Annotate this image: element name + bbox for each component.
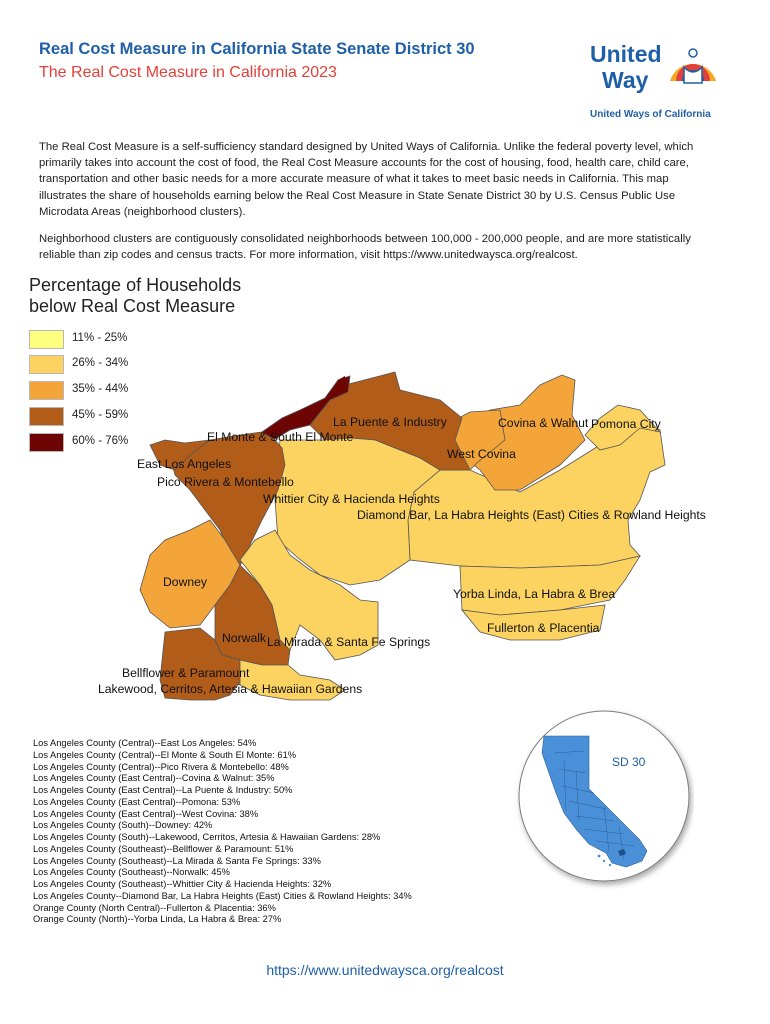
legend-label: 45% - 59% — [72, 409, 129, 421]
list-item: Los Angeles County--Diamond Bar, La Habra Heights (East) Cities & Rowland Heights: 34% — [33, 890, 412, 901]
list-item: Los Angeles County (Central)--East Los Angeles: 54% — [33, 738, 257, 748]
area-list — [33, 738, 412, 926]
list-item: Los Angeles County (Southeast)--La Mirada & Santa Fe Springs: 33% — [33, 855, 321, 866]
map-label: East Los Angeles — [137, 457, 232, 471]
map-label: West Covina — [447, 447, 516, 461]
map-label: Downey — [163, 575, 208, 589]
legend-label: 11% - 25% — [72, 332, 128, 344]
map-label: Covina & Walnut — [498, 416, 589, 430]
svg-text:United: United — [590, 41, 662, 67]
legend-label: 60% - 76% — [72, 435, 129, 447]
list-item: Los Angeles County (Southeast)--Bellflower & Paramount: 51% — [33, 843, 294, 854]
list-item: Los Angeles County (South)--Downey: 42% — [33, 820, 213, 831]
logo-tagline: United Ways of California — [590, 109, 711, 120]
map-label: La Puente & Industry — [333, 415, 447, 429]
page-subtitle: The Real Cost Measure in California 2023 — [39, 64, 337, 81]
sd30-label: SD 30 — [612, 755, 646, 769]
list-item: Orange County (North)--Yorba Linda, La Habra & Brea: 27% — [33, 914, 282, 925]
legend-title: Percentage of Households below Real Cost Measure — [29, 275, 242, 316]
list-item: Los Angeles County (Southeast)--Norwalk: 45% — [33, 867, 230, 878]
map-label: El Monte & South El Monte — [207, 430, 354, 444]
page-title: Real Cost Measure in California State Senate District 30 — [39, 40, 475, 58]
map-label: Fullerton & Placentia — [487, 621, 600, 635]
map-label: Whittier City & Hacienda Heights — [263, 492, 440, 506]
svg-text:Way: Way — [602, 67, 649, 93]
list-item: Los Angeles County (Central)--El Monte & South El Monte: 61% — [33, 749, 297, 760]
map-label: La Mirada & Santa Fe Springs — [267, 635, 431, 649]
list-item: Los Angeles County (South)--Lakewood, Cerritos, Artesia & Hawaiian Gardens: 28% — [33, 832, 381, 842]
map-label: Diamond Bar, La Habra Heights (East) Cities & Rowland Heights — [357, 508, 706, 522]
list-item: Los Angeles County (Southeast)--Whittier City & Hacienda Heights: 32% — [33, 879, 332, 889]
clusters-paragraph: Neighborhood clusters are contiguously consolidated neighborhoods between 100,000 - 200,000 people, and are more statistically reliable than zip codes and census tracts. For more information, visit https://www.unitedwaysca.org/realcost. — [39, 233, 691, 262]
california-inset-map — [514, 701, 694, 891]
list-item: Orange County (North Central)--Fullerton & Placentia: 36% — [33, 902, 276, 913]
map-label: Norwalk — [222, 631, 267, 645]
map-label: Pico Rivera & Montebello — [157, 475, 294, 489]
list-item: Los Angeles County (Central)--Pico Rivera & Montebello: 48% — [33, 761, 289, 772]
legend-label: 35% - 44% — [72, 383, 129, 395]
map-label: Pomona City — [591, 417, 661, 431]
map-label: Lakewood, Cerritos, Artesia & Hawaiian Gardens — [98, 682, 363, 696]
list-item: Los Angeles County (East Central)--La Puente & Industry: 50% — [33, 785, 293, 795]
intro-paragraph: The Real Cost Measure is a self-sufficiency standard designed by United Ways of California. Unlike the federal poverty level, which primarily takes into account the cost of food, the Real Cost Measure accounts for the cost of housing, food, health care, child care, transportation and other basic needs for a more accurate measure of what it takes to meet basic needs in California. This map illustrates the share of households earning below the Real Cost Measure in State Senate District 30 by U.S. Census Public Use Microdata Areas (neighborhood clusters). — [39, 141, 694, 218]
list-item: Los Angeles County (East Central)--Pomona: 53% — [33, 796, 241, 807]
map-label: Bellflower & Paramount — [122, 666, 250, 680]
map-label: Yorba Linda, La Habra & Brea — [453, 587, 616, 601]
list-item: Los Angeles County (East Central)--West Covina: 38% — [33, 808, 259, 819]
list-item: Los Angeles County (East Central)--Covina & Walnut: 35% — [33, 773, 275, 784]
footer-link[interactable]: https://www.unitedwaysca.org/realcost — [266, 962, 504, 978]
legend-label: 26% - 34% — [72, 357, 129, 369]
